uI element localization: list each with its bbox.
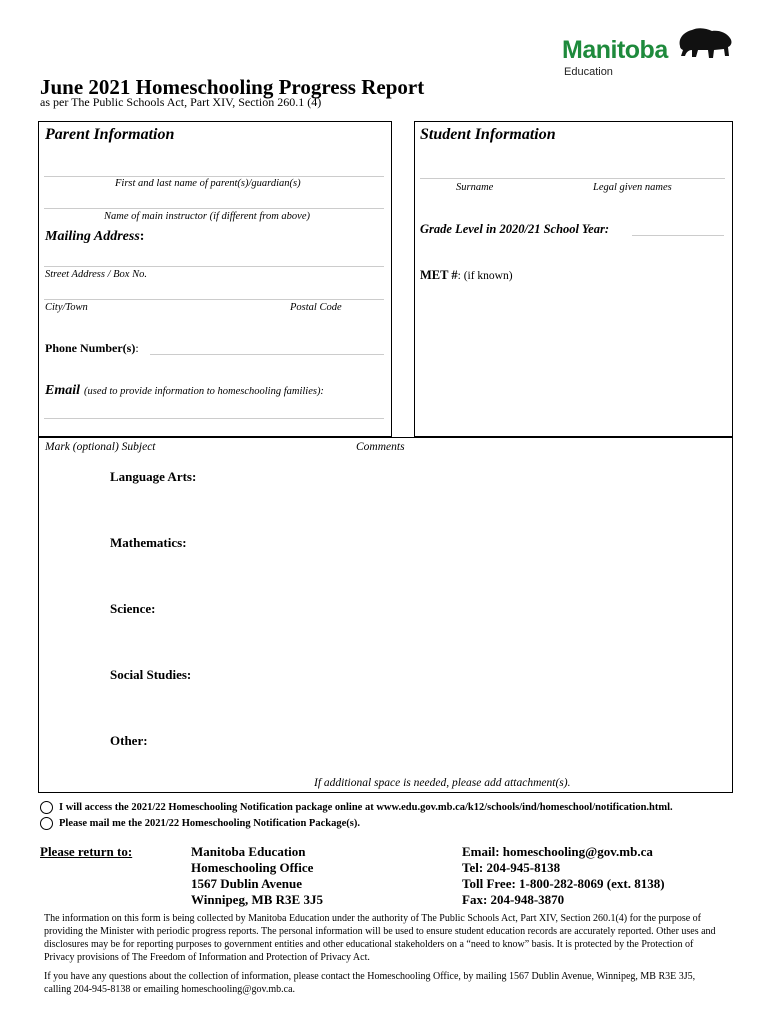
given-names-label: Legal given names xyxy=(593,182,672,193)
radio-mail[interactable] xyxy=(40,817,53,830)
address-line: 1567 Dublin Avenue xyxy=(191,876,303,891)
phone-label xyxy=(45,341,139,356)
manitoba-logo-text: Manitoba xyxy=(562,36,668,64)
instructor-name-label: Name of main instructor (if different from above) xyxy=(104,211,310,222)
email-label-text: Email xyxy=(45,383,81,398)
mark-subject-header: Mark (optional) Subject xyxy=(45,441,156,453)
email-label xyxy=(45,381,324,399)
education-logo-text: Education xyxy=(564,66,613,78)
met-note: : (if known) xyxy=(457,270,513,282)
parent-name-line[interactable] xyxy=(44,176,384,177)
option-online-label: I will access the 2021/22 Homeschooling Notification package online at www.edu.gov.mb.ca/k12/schools/ind/homeschool/notification.html. xyxy=(59,802,673,813)
parent-name-label: First and last name of parent(s)/guardian(s) xyxy=(115,178,301,189)
postal-code-label: Postal Code xyxy=(290,302,342,313)
subject-other: Other: xyxy=(110,733,148,748)
mailing-address-colon: : xyxy=(139,229,145,244)
subject-science: Science: xyxy=(110,601,156,616)
student-info-heading: Student Information xyxy=(420,126,556,143)
city-label: City/Town xyxy=(45,302,88,313)
met-label-text: MET # xyxy=(420,268,458,282)
grade-level-label: Grade Level in 2020/21 School Year: xyxy=(420,222,609,236)
met-label xyxy=(420,268,513,283)
privacy-note: The information on this form is being collected by Manitoba Education under the authority of The Public Schools Act, Part XIV, Section 260.1(4) for the purpose of providing the Minister with periodic progress reports. The personal information will be used to ensure student education records are accurately reported. Other uses and disclosures may be for reporting purposes to government entities and other educational stakeholders on a “need to know” basis. It is protected by the Protection of Privacy provisions of The Freedom of Information and Protection of Privacy Act. xyxy=(44,913,716,963)
option-online[interactable] xyxy=(40,801,673,814)
grade-level-line[interactable] xyxy=(632,235,724,236)
email-note: (used to provide information to homeschooling families): xyxy=(84,386,324,397)
street-address-line[interactable] xyxy=(44,266,384,267)
street-address-label: Street Address / Box No. xyxy=(45,269,147,280)
city-postal-line[interactable] xyxy=(44,299,384,300)
option-mail[interactable] xyxy=(40,817,360,830)
subject-language-arts: Language Arts: xyxy=(110,469,197,484)
subject-mathematics: Mathematics: xyxy=(110,535,187,550)
address-line: Manitoba Education xyxy=(191,844,306,859)
email-line[interactable] xyxy=(44,418,384,419)
contact-note: If you have any questions about the collection of information, please contact the Homeschooling Office, by mailing 1567 Dublin Avenue, Winnipeg, MB R3E 3J5, calling 204-945-8138 or emailing homeschooling@gov.mb.ca. xyxy=(44,971,696,995)
comments-header: Comments xyxy=(356,441,405,453)
phone-label-colon: : xyxy=(135,341,139,355)
contact-email: Email: homeschooling@gov.mb.ca xyxy=(462,844,653,859)
phone-label-text: Phone Number(s) xyxy=(45,341,136,355)
contact-toll-free: Toll Free: 1-800-282-8069 (ext. 8138) xyxy=(462,876,665,891)
surname-label: Surname xyxy=(456,182,494,193)
address-line: Homeschooling Office xyxy=(191,860,314,875)
address-line: Winnipeg, MB R3E 3J5 xyxy=(191,892,323,907)
contact-fax: Fax: 204-948-3870 xyxy=(462,892,565,907)
radio-online[interactable] xyxy=(40,801,53,814)
return-label: Please return to: xyxy=(40,844,133,859)
return-address xyxy=(191,844,323,908)
mailing-address-text: Mailing Address xyxy=(45,229,140,244)
mailing-address-label xyxy=(45,229,144,245)
parent-info-heading: Parent Information xyxy=(45,126,175,143)
page-subtitle: as per The Public Schools Act, Part XIV, Section 260.1 (4) xyxy=(40,95,322,109)
phone-line[interactable] xyxy=(150,354,384,355)
student-name-line[interactable] xyxy=(420,178,725,179)
attachment-note: If additional space is needed, please add attachment(s). xyxy=(314,777,571,789)
bison-icon xyxy=(676,26,734,62)
option-mail-label: Please mail me the 2021/22 Homeschooling Notification Package(s). xyxy=(59,818,360,829)
instructor-name-line[interactable] xyxy=(44,208,384,209)
page-title: June 2021 Homeschooling Progress Report xyxy=(40,75,425,99)
contact-tel: Tel: 204-945-8138 xyxy=(462,860,561,875)
subject-social-studies: Social Studies: xyxy=(110,667,192,682)
return-contact xyxy=(462,844,665,908)
